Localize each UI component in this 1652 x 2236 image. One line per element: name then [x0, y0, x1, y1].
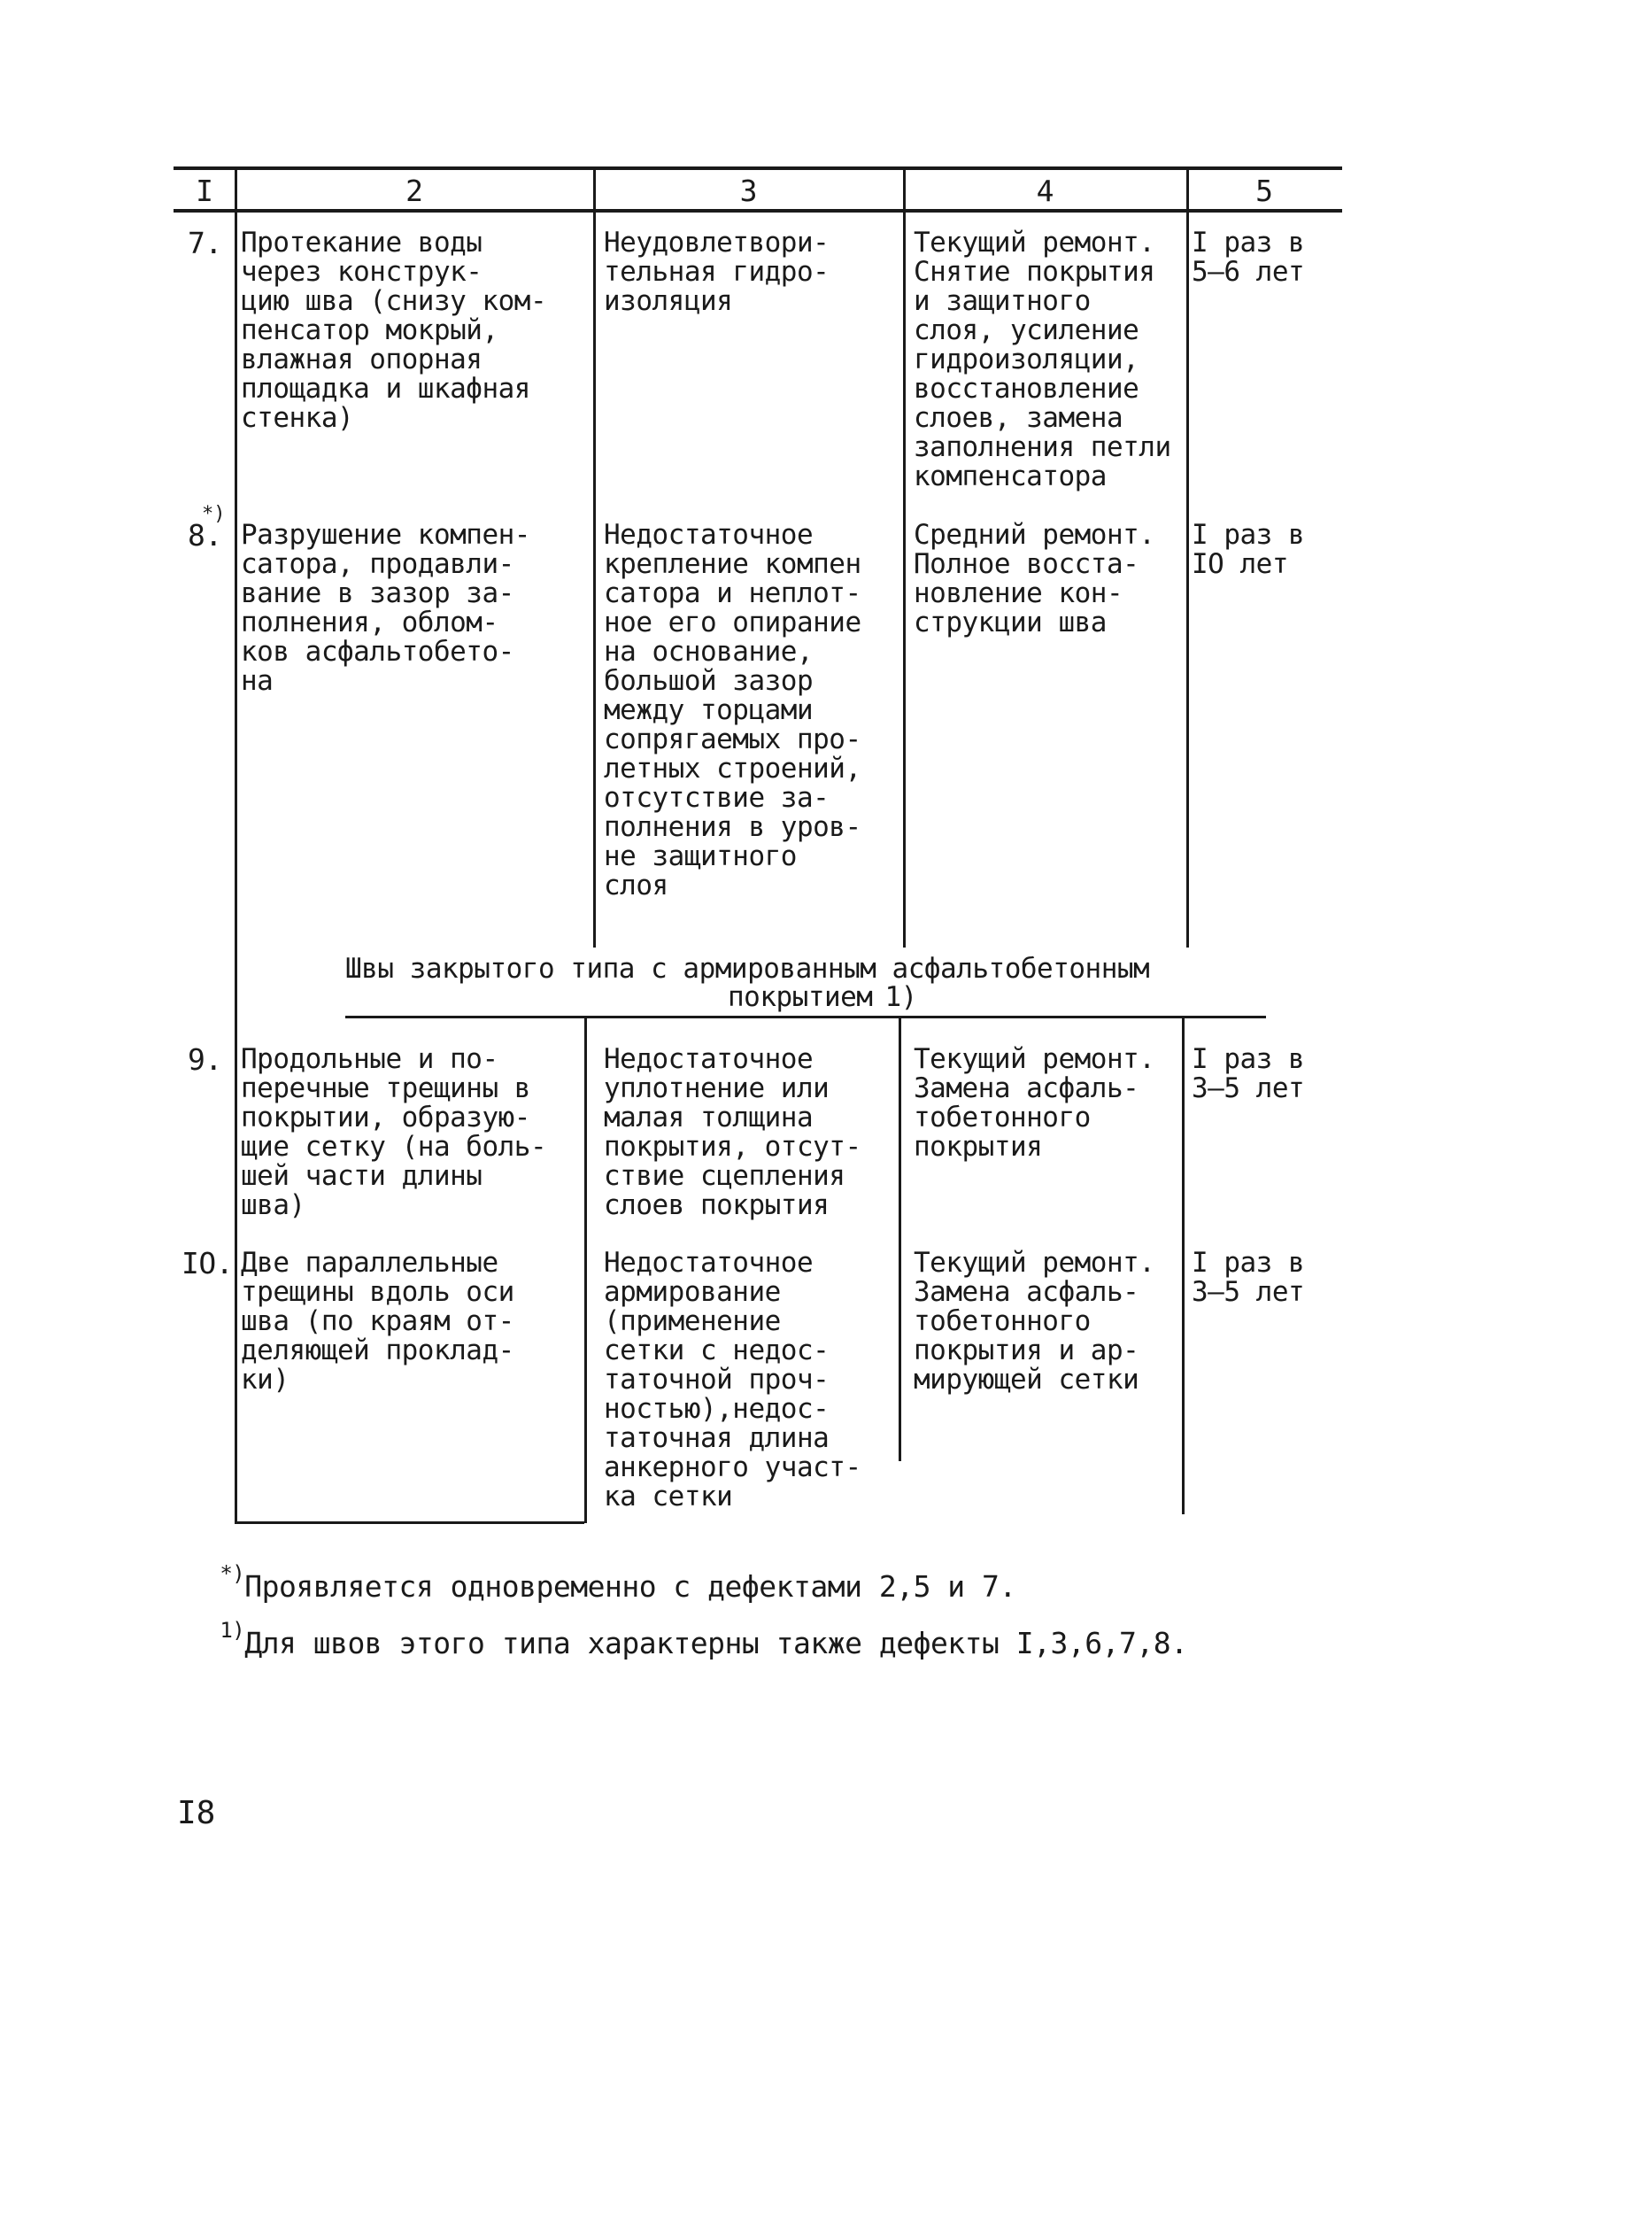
page-number: I8 — [177, 1795, 216, 1831]
repair-cell: Текущий ремонт. Замена асфаль- тобетонного покрытия — [914, 1043, 1155, 1163]
period-cell: I раз в 3–5 лет — [1192, 1247, 1305, 1308]
header-col-1: I — [196, 174, 213, 208]
col-divider-3b — [899, 1018, 901, 1461]
section-heading-line1: Швы закрытого типа с армированным асфальтобетонным — [345, 953, 1150, 985]
repair-cell: Средний ремонт. Полное восста- новление кон- струкции шва — [914, 519, 1155, 638]
footnote-asterisk — [188, 1530, 1016, 1604]
header-col-2: 2 — [405, 174, 423, 208]
defect-cell: Протекание воды через конструк- цию шва (снизу ком- пенсатор мокрый, влажная опорная площадка и шкафная стенка) — [241, 227, 547, 434]
col-divider-4 — [1186, 168, 1189, 948]
header-bottom-rule — [174, 209, 1342, 213]
row-number: IO. — [181, 1246, 234, 1280]
period-cell: I раз в 5–6 лет — [1192, 227, 1305, 288]
footnote-mark: *) — [220, 1561, 245, 1586]
row-number: 7. — [188, 226, 222, 260]
defect-cell: Разрушение компен- сатора, продавли- вание в зазор за- полнения, облом- ков асфальтобето- на — [241, 519, 530, 697]
table-top-rule — [174, 166, 1342, 170]
header-col-5: 5 — [1255, 174, 1273, 208]
header-col-3: 3 — [739, 174, 758, 208]
period-cell: I раз в IO лет — [1192, 519, 1305, 580]
cause-cell: Недостаточное армирование (применение сетки с недос- таточной проч- ностью),недос- таточная длина анкерного участ- ка сетки — [604, 1247, 861, 1513]
footnote-one — [188, 1587, 1188, 1660]
repair-cell: Текущий ремонт. Снятие покрытия и защитного слоя, усиление гидроизоляции, восстановление слоев, замена заполнения петли компенсатора — [914, 227, 1171, 492]
section-heading-text: покрытием — [728, 981, 873, 1013]
repair-cell: Текущий ремонт. Замена асфаль- тобетонного покрытия и ар- мирующей сетки — [914, 1247, 1155, 1396]
cause-cell: Неудовлетвори- тельная гидро- изоляция — [604, 227, 830, 317]
header-col-4: 4 — [1036, 174, 1054, 208]
footnote-text: Для швов этого типа характерны также дефекты I,3,6,7,8. — [244, 1626, 1188, 1660]
col-divider-1 — [235, 168, 237, 1523]
footnote-mark: 1) — [220, 1618, 245, 1643]
row-number-mark: *) — [202, 503, 226, 525]
col-divider-3 — [903, 168, 906, 948]
cause-cell: Недостаточное крепление компен сатора и неплот- ное его опирание на основание, большой зазор между торцами сопрягаемых про- летных строений, отсутствие за- полнения в уров- не защитного слоя — [604, 519, 861, 901]
row-number: 8. — [188, 518, 222, 553]
cause-cell: Недостаточное уплотнение или малая толщина покрытия, отсут- ствие сцепления слоев покрытия — [604, 1043, 861, 1221]
period-cell: I раз в 3–5 лет — [1192, 1043, 1305, 1104]
col-divider-4b — [1182, 1018, 1185, 1514]
section-rule — [345, 1016, 1266, 1018]
defect-cell: Продольные и по- перечные трещины в покрытии, образую- щие сетку (на боль- шей части длины шва) — [241, 1043, 547, 1221]
row-number: 9. — [188, 1042, 222, 1077]
table-bottom-rule — [235, 1521, 584, 1524]
footnote-text: Проявляется одновременно с дефектами 2,5 и 7. — [244, 1569, 1016, 1604]
section-heading-line2 — [728, 983, 917, 1012]
col-divider-2 — [593, 168, 596, 948]
col-divider-2b — [584, 1018, 587, 1523]
defect-cell: Две параллельные трещины вдоль оси шва (по краям от- деляющей проклад- ки) — [241, 1247, 514, 1396]
section-heading-mark: 1) — [884, 981, 917, 1013]
